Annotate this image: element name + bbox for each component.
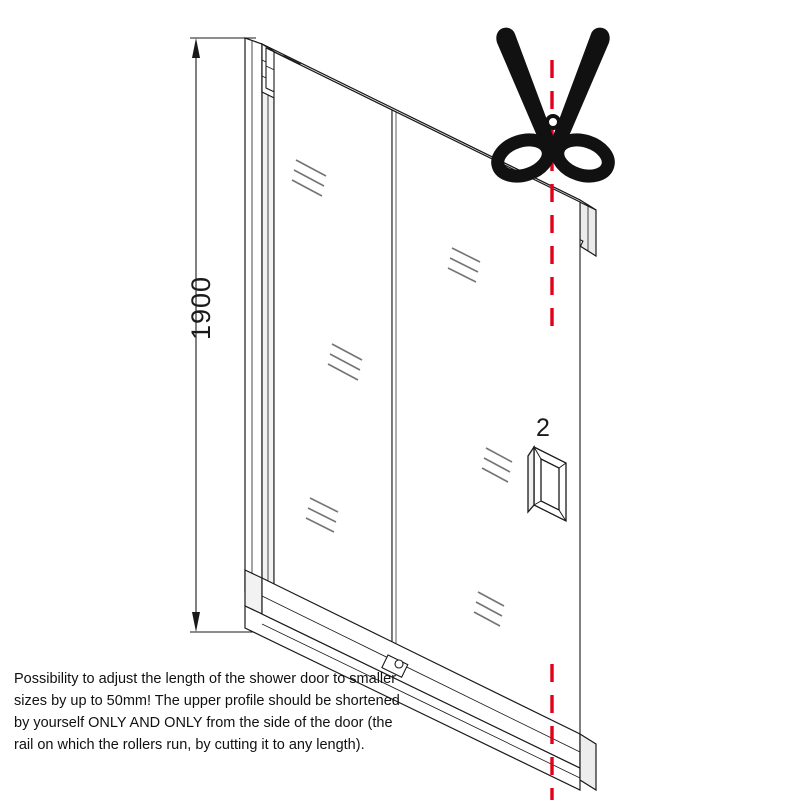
fixed-glass-panel bbox=[274, 52, 392, 668]
instruction-note: Possibility to adjust the length of the shower door to smaller sizes by up to 50mm! The upper profile should be shortened by yourself ONLY AND ONLY from the side of the door (the rail on which the rollers run, by cutting it to any length). bbox=[14, 671, 400, 754]
part-number-label: 2 bbox=[536, 414, 550, 442]
dimension-label-1900: 1900 bbox=[186, 275, 216, 340]
wall-profile-left bbox=[245, 38, 274, 606]
